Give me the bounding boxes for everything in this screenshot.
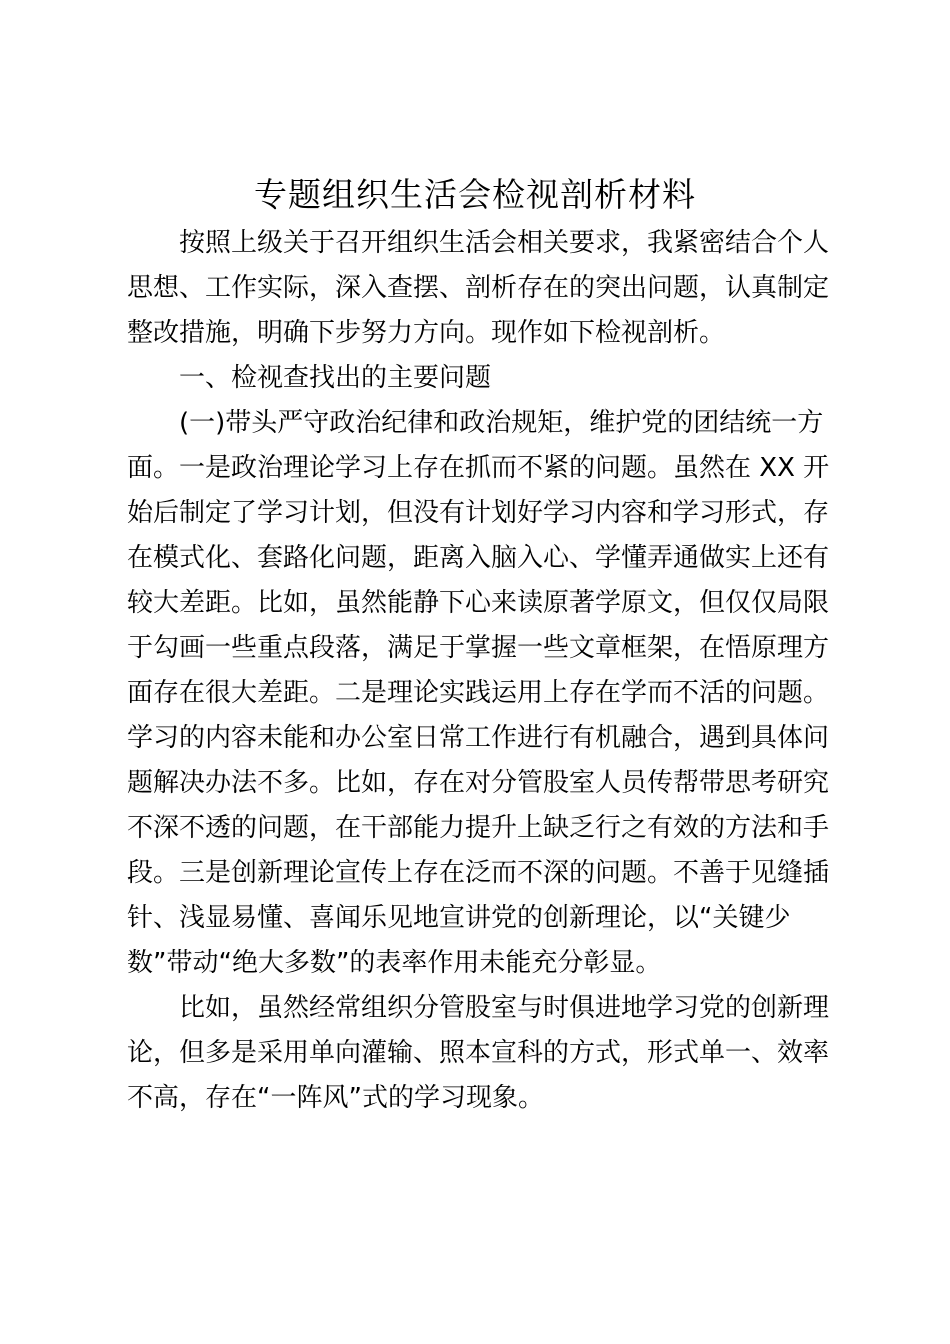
paragraph-line: 学习的内容未能和办公室日常工作进行有机融合，遇到具体问 — [127, 723, 830, 753]
paragraph-line: 较大差距。比如，虽然能静下心来读原著学原文，但仅仅局限 — [127, 588, 830, 618]
subsection-heading-line: (一)带头严守政治纪律和政治规矩，维护党的团结统一方 — [179, 408, 824, 438]
paragraph-line: 不高，存在“一阵风”式的学习现象。 — [127, 1083, 544, 1113]
paragraph-line: 始后制定了学习计划，但没有计划好学习内容和学习形式，存 — [127, 498, 830, 528]
paragraph-line: 针、浅显易懂、喜闻乐见地宣讲党的创新理论，以“关键少 — [127, 903, 791, 933]
paragraph-line: 面。一是政治理论学习上存在抓而不紧的问题。虽然在 XX 开 — [127, 453, 830, 483]
paragraph-line: 在模式化、套路化问题，距离入脑入心、学懂弄通做实上还有 — [127, 543, 830, 573]
paragraph-line: 数”带动“绝大多数”的表率作用未能充分彰显。 — [127, 948, 662, 978]
document-title: 专题组织生活会检视剖析材料 — [254, 175, 696, 214]
paragraph-line: 思想、工作实际，深入查摆、剖析存在的突出问题，认真制定 — [127, 273, 830, 303]
paragraph-line: 比如，虽然经常组织分管股室与时俱进地学习党的创新理 — [179, 993, 830, 1023]
paragraph-line: 整改措施，明确下步努力方向。现作如下检视剖析。 — [127, 318, 726, 348]
section-heading: 一、检视查找出的主要问题 — [179, 363, 492, 393]
paragraph-line: 题解决办法不多。比如，存在对分管股室人员传帮带思考研究 — [127, 768, 830, 798]
paragraph-line: 于勾画一些重点段落，满足于掌握一些文章框架，在悟原理方 — [127, 633, 830, 663]
paragraph-line: 面存在很大差距。二是理论实践运用上存在学而不活的问题。 — [127, 678, 830, 708]
paragraph-line: 不深不透的问题，在干部能力提升上缺乏行之有效的方法和手 — [127, 813, 830, 843]
paragraph-line: 按照上级关于召开组织生活会相关要求，我紧密结合个人 — [179, 228, 830, 258]
paragraph-line: 段。三是创新理论宣传上存在泛而不深的问题。不善于见缝插 — [127, 858, 830, 888]
paragraph-line: 论，但多是采用单向灌输、照本宣科的方式，形式单一、效率 — [127, 1038, 830, 1068]
